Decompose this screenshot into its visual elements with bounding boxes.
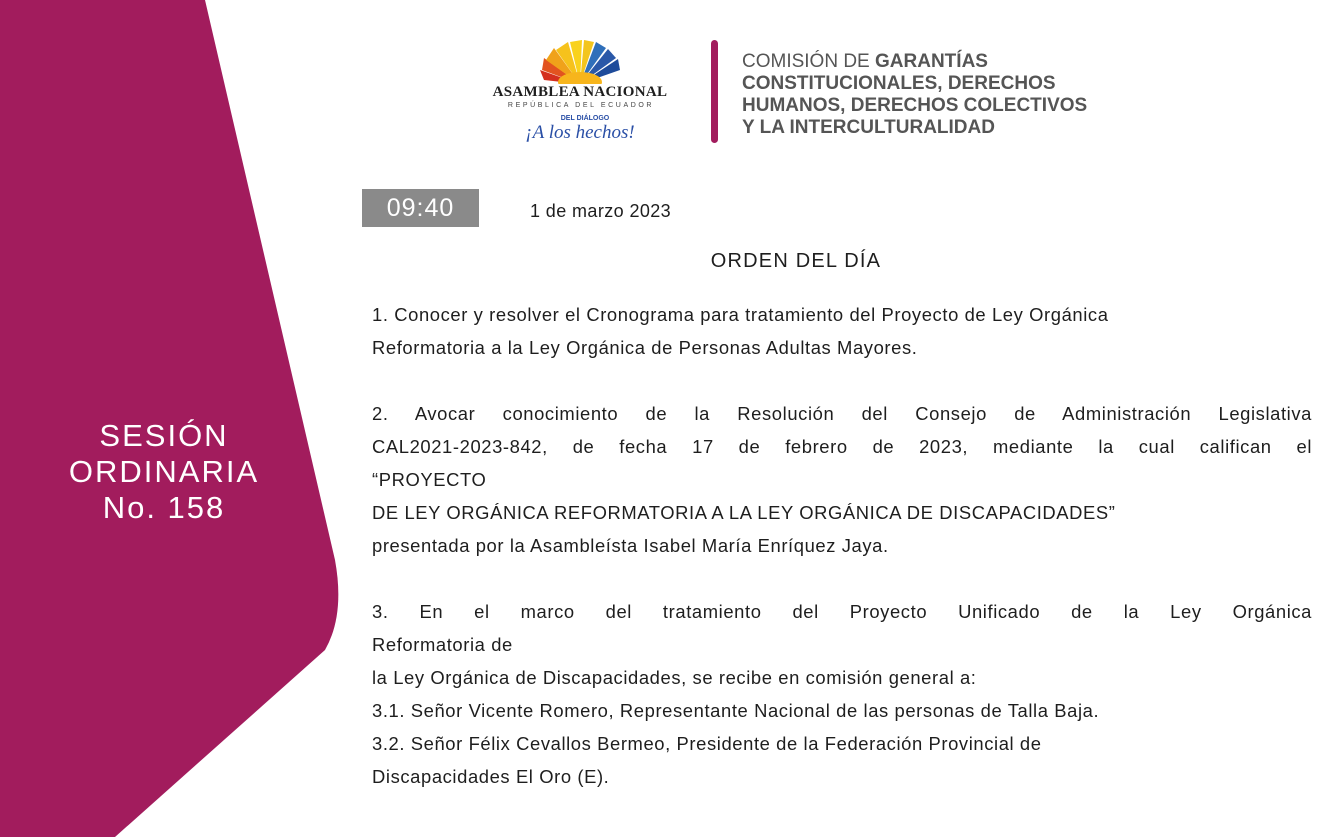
commission-line4: Y LA INTERCULTURALIDAD bbox=[742, 117, 995, 138]
logo-name: ASAMBLEA NACIONAL bbox=[492, 84, 668, 100]
agenda-line: Discapacidades El Oro (E). bbox=[372, 766, 610, 787]
logo-subtitle: REPÚBLICA DEL ECUADOR bbox=[507, 102, 655, 109]
logo-slogan: ¡A los hechos! bbox=[525, 122, 635, 143]
agenda-item-2 bbox=[372, 397, 1312, 562]
agenda-line: presentada por la Asambleísta Isabel María Enríquez Jaya. bbox=[372, 535, 889, 556]
commission-line2: CONSTITUCIONALES, DERECHOS bbox=[742, 73, 1056, 94]
agenda-line: la Ley Orgánica de Discapacidades, se recibe en comisión general a: bbox=[372, 667, 977, 688]
commission-line1: GARANTÍAS bbox=[875, 51, 988, 72]
agenda-line: Reformatoria a la Ley Orgánica de Personas Adultas Mayores. bbox=[372, 337, 918, 358]
sun-emblem-icon bbox=[535, 40, 625, 84]
agenda-item-1 bbox=[372, 298, 1312, 364]
commission-name bbox=[742, 51, 1142, 139]
session-title-line: SESIÓN bbox=[99, 418, 229, 453]
agenda-line: 3.2. Señor Félix Cevallos Bermeo, Presidente de la Federación Provincial de bbox=[372, 733, 1042, 754]
agenda-list bbox=[372, 298, 1312, 826]
session-title bbox=[40, 418, 288, 526]
session-date: 1 de marzo 2023 bbox=[530, 201, 672, 221]
agenda-title: ORDEN DEL DÍA bbox=[710, 250, 882, 272]
agenda-line: 1. Conocer y resolver el Cronograma para tratamiento del Proyecto de Ley Orgánica bbox=[372, 304, 1109, 325]
agenda-line: 2. Avocar conocimiento de la Resolución del Consejo de Administración Legislativa bbox=[372, 403, 1312, 424]
header-divider bbox=[711, 40, 718, 143]
commission-prefix: COMISIÓN DE bbox=[742, 51, 870, 72]
agenda-line: 3.1. Señor Vicente Romero, Representante Nacional de las personas de Talla Baja. bbox=[372, 700, 1100, 721]
agenda-line: CAL2021-2023-842, de fecha 17 de febrero de 2023, mediante la cual califican el bbox=[372, 436, 1312, 457]
logo-tagline: DEL DIÁLOGO bbox=[560, 115, 610, 122]
commission-line3: HUMANOS, DERECHOS COLECTIVOS bbox=[742, 95, 1088, 116]
agenda-line: 3. En el marco del tratamiento del Proyecto Unificado de la Ley Orgánica bbox=[372, 601, 1312, 622]
agenda-line: Reformatoria de bbox=[372, 634, 513, 655]
session-title-line: ORDINARIA bbox=[68, 454, 260, 489]
session-time-badge: 09:40 bbox=[362, 189, 479, 227]
agenda-line: DE LEY ORGÁNICA REFORMATORIA A LA LEY ORGÁNICA DE DISCAPACIDADES” bbox=[372, 502, 1116, 523]
session-title-line: No. 158 bbox=[102, 490, 226, 525]
asamblea-logo bbox=[485, 40, 675, 150]
agenda-line: “PROYECTO bbox=[372, 469, 487, 490]
agenda-item-3 bbox=[372, 595, 1312, 793]
